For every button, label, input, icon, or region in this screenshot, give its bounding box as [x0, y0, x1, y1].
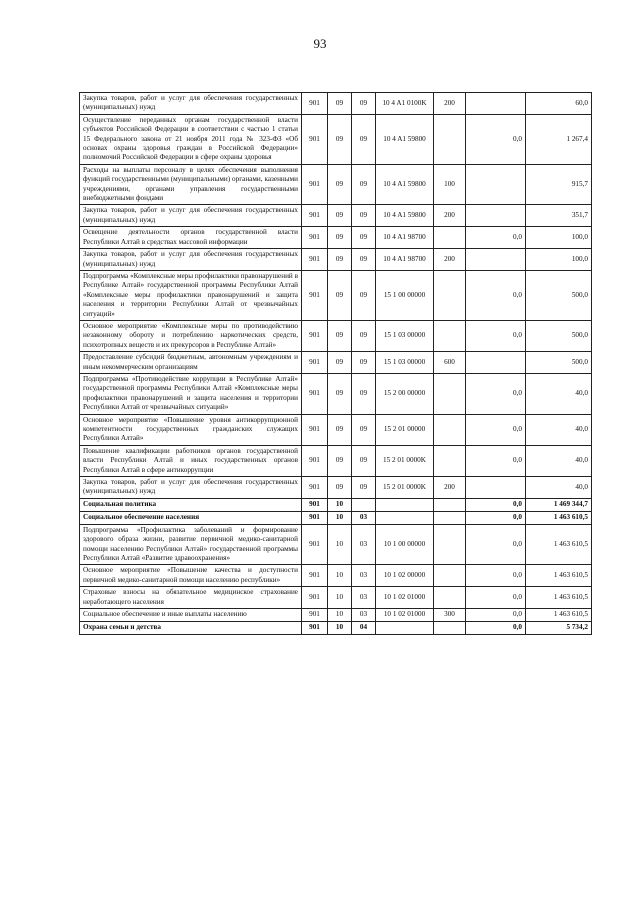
target-article-code [376, 511, 434, 524]
subsection-code: 09 [352, 164, 376, 205]
table-row [80, 565, 592, 587]
expense-type-code: 200 [434, 477, 466, 499]
expense-type-code: 200 [434, 205, 466, 227]
amount: 1 463 610,5 [526, 524, 592, 565]
section-code: 09 [328, 352, 352, 374]
admin-code: 901 [302, 320, 328, 351]
row-name: Закупка товаров, работ и услуг для обеспечения государственных (муниципальных) нужд [80, 205, 302, 227]
expense-type-code [434, 270, 466, 320]
expense-type-code: 200 [434, 93, 466, 115]
amount-secondary [466, 93, 526, 115]
amount: 1 267,4 [526, 114, 592, 164]
subsection-code: 09 [352, 352, 376, 374]
target-article-code: 10 4 A1 98700 [376, 227, 434, 249]
amount: 60,0 [526, 93, 592, 115]
admin-code: 901 [302, 524, 328, 565]
row-name: Основное мероприятие «Повышение качества и доступности первичной медико-санитарной помощи населению республики» [80, 565, 302, 587]
section-code: 09 [328, 320, 352, 351]
subsection-code: 03 [352, 609, 376, 621]
target-article-code: 10 4 A1 0100K [376, 93, 434, 115]
row-name: Закупка товаров, работ и услуг для обеспечения государственных (муниципальных) нужд [80, 93, 302, 115]
amount: 351,7 [526, 205, 592, 227]
section-code: 09 [328, 477, 352, 499]
subsection-code: 09 [352, 205, 376, 227]
expense-type-code [434, 498, 466, 511]
target-article-code: 10 4 A1 59800 [376, 114, 434, 164]
expense-type-code: 100 [434, 164, 466, 205]
subsection-code: 09 [352, 445, 376, 476]
subsection-code: 09 [352, 249, 376, 271]
expense-type-code [434, 511, 466, 524]
expense-type-code: 300 [434, 609, 466, 621]
section-code: 09 [328, 445, 352, 476]
expense-type-code [434, 414, 466, 445]
section-code: 09 [328, 114, 352, 164]
table-row [80, 320, 592, 351]
admin-code: 901 [302, 511, 328, 524]
amount: 40,0 [526, 477, 592, 499]
subsection-code: 09 [352, 114, 376, 164]
subsection-code: 04 [352, 621, 376, 634]
expense-type-code [434, 373, 466, 414]
subsection-code: 03 [352, 587, 376, 609]
expense-type-code [434, 227, 466, 249]
table-row [80, 93, 592, 115]
admin-code: 901 [302, 414, 328, 445]
table-row [80, 352, 592, 374]
row-name: Страховые взносы на обязательное медицинское страхование неработающего населения [80, 587, 302, 609]
admin-code: 901 [302, 587, 328, 609]
subsection-code: 09 [352, 227, 376, 249]
admin-code: 901 [302, 565, 328, 587]
admin-code: 901 [302, 498, 328, 511]
admin-code: 901 [302, 609, 328, 621]
row-name: Подпрограмма «Профилактика заболеваний и формирование здорового образа жизни, развитие первичной медико-санитарной помощи населению Республики Алтай» государственной программы Республики Алтай «Развитие здравоохранения» [80, 524, 302, 565]
admin-code: 901 [302, 352, 328, 374]
target-article-code: 10 4 A1 59800 [376, 164, 434, 205]
amount-secondary: 0,0 [466, 498, 526, 511]
table-row [80, 164, 592, 205]
amount-secondary: 0,0 [466, 373, 526, 414]
admin-code: 901 [302, 270, 328, 320]
page-number: 93 [313, 36, 327, 51]
amount-secondary: 0,0 [466, 565, 526, 587]
target-article-code: 15 2 01 0000K [376, 445, 434, 476]
section-code: 10 [328, 511, 352, 524]
target-article-code: 15 1 03 00000 [376, 352, 434, 374]
amount-secondary: 0,0 [466, 587, 526, 609]
section-code: 09 [328, 227, 352, 249]
section-code: 09 [328, 373, 352, 414]
target-article-code: 10 1 02 01000 [376, 587, 434, 609]
subsection-code: 09 [352, 93, 376, 115]
subsection-code: 09 [352, 477, 376, 499]
section-code: 10 [328, 498, 352, 511]
subsection-code: 09 [352, 320, 376, 351]
table-row [80, 414, 592, 445]
expense-type-code [434, 621, 466, 634]
target-article-code: 15 1 03 00000 [376, 320, 434, 351]
section-code: 09 [328, 270, 352, 320]
amount: 1 463 610,5 [526, 587, 592, 609]
section-code: 10 [328, 621, 352, 634]
row-name: Основное мероприятие «Комплексные меры по противодействию незаконному обороту и потреблению наркотических средств, психотропных веществ и их прекурсоров в Республике Алтай» [80, 320, 302, 351]
admin-code: 901 [302, 227, 328, 249]
amount-secondary: 0,0 [466, 270, 526, 320]
table-row [80, 249, 592, 271]
admin-code: 901 [302, 373, 328, 414]
amount: 100,0 [526, 227, 592, 249]
subsection-code: 03 [352, 524, 376, 565]
table-row [80, 445, 592, 476]
target-article-code: 10 4 A1 59800 [376, 205, 434, 227]
table-row [80, 270, 592, 320]
section-code: 10 [328, 524, 352, 565]
table-row [80, 373, 592, 414]
row-name: Подпрограмма «Комплексные меры профилактики правонарушений в Республике Алтай» государственной программы Республики Алтай «Комплексные меры профилактики правонарушений и защита населения и территории Республики Алтай от чрезвычайных ситуаций» [80, 270, 302, 320]
amount-secondary: 0,0 [466, 320, 526, 351]
amount: 500,0 [526, 352, 592, 374]
amount-secondary: 0,0 [466, 114, 526, 164]
admin-code: 901 [302, 477, 328, 499]
amount-secondary: 0,0 [466, 511, 526, 524]
table-row [80, 227, 592, 249]
row-name: Осуществление переданных органам государственной власти субъектов Российской Федерации в соответствии с частью 1 статьи 15 Федерального закона от 21 ноября 2011 года № 323-ФЗ «Об основах охраны здоровья граждан в Российской Федерации» полномочий Российской Федерации в сфере охраны здоровья [80, 114, 302, 164]
subsection-code: 03 [352, 511, 376, 524]
amount: 100,0 [526, 249, 592, 271]
amount: 1 463 610,5 [526, 609, 592, 621]
amount-secondary: 0,0 [466, 445, 526, 476]
amount-secondary [466, 164, 526, 205]
table-row [80, 498, 592, 511]
amount: 500,0 [526, 270, 592, 320]
amount-secondary: 0,0 [466, 227, 526, 249]
expense-type-code [434, 565, 466, 587]
section-code: 09 [328, 205, 352, 227]
amount: 40,0 [526, 414, 592, 445]
admin-code: 901 [302, 93, 328, 115]
target-article-code: 10 1 00 00000 [376, 524, 434, 565]
row-name: Подпрограмма «Противодействие коррупции в Республике Алтай» государственной программы Республики Алтай «Комплексные меры профилактики правонарушений и защита населения и территории Республики Алтай от чрезвычайных ситуаций» [80, 373, 302, 414]
row-name: Социальная политика [80, 498, 302, 511]
table-row [80, 205, 592, 227]
target-article-code [376, 498, 434, 511]
target-article-code: 15 2 00 00000 [376, 373, 434, 414]
amount: 500,0 [526, 320, 592, 351]
section-code: 09 [328, 414, 352, 445]
target-article-code: 10 1 02 01000 [376, 609, 434, 621]
table-row [80, 524, 592, 565]
table-row [80, 477, 592, 499]
admin-code: 901 [302, 164, 328, 205]
row-name: Расходы на выплаты персоналу в целях обеспечения выполнения функций государственными (муниципальными) органами, казенными учреждениями, органами управления государственными внебюджетными фондами [80, 164, 302, 205]
expense-type-code [434, 114, 466, 164]
amount: 915,7 [526, 164, 592, 205]
amount: 1 469 344,7 [526, 498, 592, 511]
target-article-code: 10 4 A1 98700 [376, 249, 434, 271]
subsection-code: 09 [352, 414, 376, 445]
table-row [80, 609, 592, 621]
amount: 1 463 610,5 [526, 511, 592, 524]
table-row [80, 621, 592, 634]
budget-table [79, 92, 592, 635]
target-article-code: 15 1 00 00000 [376, 270, 434, 320]
row-name: Закупка товаров, работ и услуг для обеспечения государственных (муниципальных) нужд [80, 477, 302, 499]
row-name: Повышение квалификации работников органов государственной власти Республики Алтай и иных государственных органов Республики Алтай в сфере антикоррупции [80, 445, 302, 476]
expense-type-code: 600 [434, 352, 466, 374]
amount-secondary [466, 249, 526, 271]
section-code: 10 [328, 587, 352, 609]
expense-type-code [434, 445, 466, 476]
section-code: 09 [328, 164, 352, 205]
admin-code: 901 [302, 445, 328, 476]
row-name: Социальное обеспечение населения [80, 511, 302, 524]
admin-code: 901 [302, 249, 328, 271]
amount-secondary: 0,0 [466, 524, 526, 565]
amount: 40,0 [526, 445, 592, 476]
expense-type-code [434, 587, 466, 609]
section-code: 09 [328, 249, 352, 271]
subsection-code [352, 498, 376, 511]
row-name: Предоставление субсидий бюджетным, автономным учреждениям и иным некоммерческим организациям [80, 352, 302, 374]
row-name: Основное мероприятие «Повышение уровня антикоррупционной компетентности государственных гражданских служащих Республики Алтай» [80, 414, 302, 445]
amount-secondary [466, 205, 526, 227]
amount-secondary [466, 477, 526, 499]
admin-code: 901 [302, 205, 328, 227]
amount: 1 463 610,5 [526, 565, 592, 587]
expense-type-code [434, 524, 466, 565]
table-row [80, 587, 592, 609]
table-row [80, 114, 592, 164]
admin-code: 901 [302, 621, 328, 634]
amount: 40,0 [526, 373, 592, 414]
expense-type-code: 200 [434, 249, 466, 271]
expense-type-code [434, 320, 466, 351]
subsection-code: 03 [352, 565, 376, 587]
target-article-code: 15 2 01 00000 [376, 414, 434, 445]
amount-secondary: 0,0 [466, 609, 526, 621]
row-name: Социальное обеспечение и иные выплаты населению [80, 609, 302, 621]
target-article-code [376, 621, 434, 634]
row-name: Охрана семьи и детства [80, 621, 302, 634]
amount-secondary: 0,0 [466, 621, 526, 634]
row-name: Закупка товаров, работ и услуг для обеспечения государственных (муниципальных) нужд [80, 249, 302, 271]
target-article-code: 10 1 02 00000 [376, 565, 434, 587]
admin-code: 901 [302, 114, 328, 164]
section-code: 10 [328, 609, 352, 621]
amount-secondary: 0,0 [466, 414, 526, 445]
subsection-code: 09 [352, 270, 376, 320]
subsection-code: 09 [352, 373, 376, 414]
amount: 5 734,2 [526, 621, 592, 634]
section-code: 09 [328, 93, 352, 115]
section-code: 10 [328, 565, 352, 587]
target-article-code: 15 2 01 0000K [376, 477, 434, 499]
amount-secondary [466, 352, 526, 374]
row-name: Освещение деятельности органов государственной власти Республики Алтай в средствах массовой информации [80, 227, 302, 249]
table-row [80, 511, 592, 524]
